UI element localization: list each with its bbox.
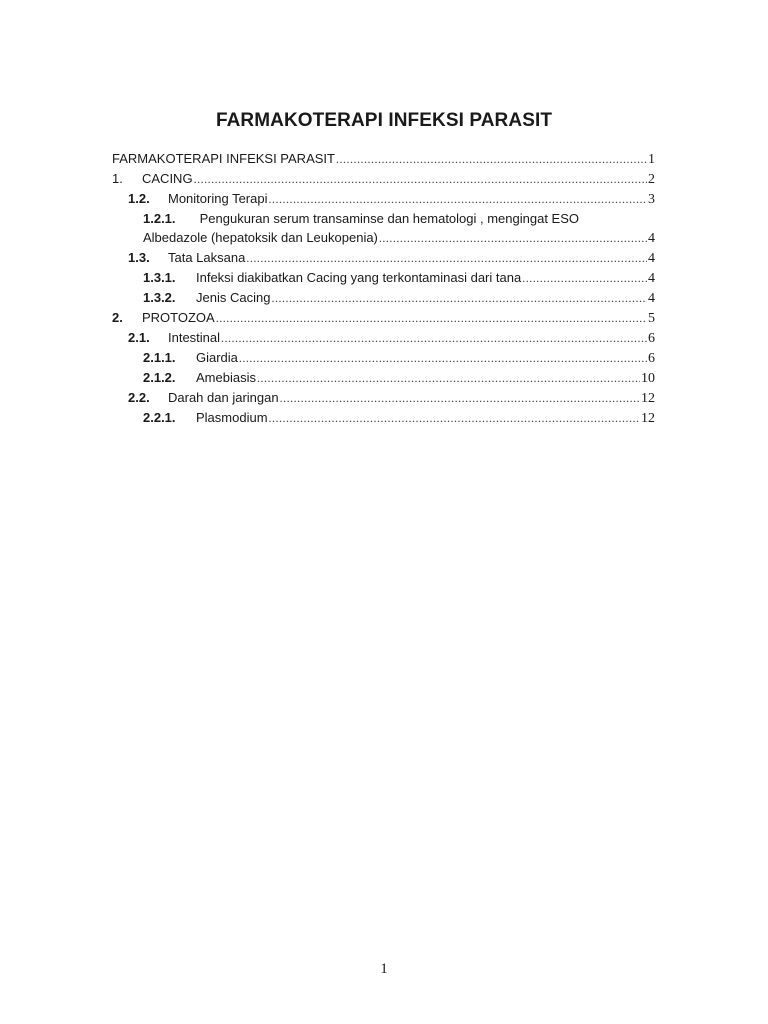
toc-entry-label: Infeksi diakibatkan Cacing yang terkontaminasi dari tana (196, 270, 522, 285)
toc-entry-page: 4 (648, 271, 655, 286)
toc-dot-leader (257, 369, 640, 388)
toc-entry-number: 1.3.1. (143, 270, 176, 285)
toc-entry-label: Tata Laksana (168, 250, 246, 265)
toc-entry-page: 5 (648, 311, 655, 326)
toc-entry-label: Jenis Cacing (196, 290, 271, 305)
toc-entry-label: PROTOZOA (142, 310, 215, 325)
toc-dot-leader (216, 309, 647, 328)
toc-entry-number: 2.1.2. (143, 370, 176, 385)
toc-entry-number: 2.1.1. (143, 350, 176, 365)
toc-dot-leader (246, 249, 647, 268)
toc-dot-leader (239, 349, 647, 368)
toc-dot-leader (336, 150, 647, 169)
toc-dot-leader (194, 170, 647, 189)
toc-entry[interactable] (112, 308, 655, 328)
table-of-contents (112, 149, 655, 428)
toc-entry-label: Intestinal (168, 330, 221, 345)
toc-entry[interactable] (112, 288, 655, 308)
toc-entry-page: 4 (648, 251, 655, 266)
toc-dot-leader (280, 389, 640, 408)
toc-dot-leader (379, 229, 647, 248)
toc-entry-label: Giardia (196, 350, 238, 365)
toc-entry-number: 1.3.2. (143, 290, 176, 305)
toc-entry[interactable] (112, 268, 655, 288)
toc-entry-label: FARMAKOTERAPI INFEKSI PARASIT (112, 151, 335, 166)
toc-entry-page: 2 (648, 172, 655, 187)
toc-dot-leader (269, 409, 640, 428)
toc-entry-number: 1. (112, 171, 123, 186)
toc-entry-number: 1.2.1. (143, 211, 176, 226)
toc-entry-label: Darah dan jaringan (168, 390, 279, 405)
toc-dot-leader (522, 269, 647, 288)
toc-entry-label: Pengukuran serum transaminse dan hematologi , mengingat ESO (199, 211, 580, 226)
toc-entry[interactable] (112, 368, 655, 388)
toc-dot-leader (271, 289, 647, 308)
toc-entry-page: 12 (641, 411, 655, 426)
toc-entry-number: 1.2. (128, 191, 150, 206)
toc-entry-page: 6 (648, 351, 655, 366)
toc-entry-second-line (143, 228, 655, 248)
toc-entry-page: 1 (648, 152, 655, 167)
toc-entry[interactable] (112, 189, 655, 209)
toc-entry-label: Amebiasis (196, 370, 256, 385)
toc-entry[interactable] (112, 328, 655, 348)
toc-entry[interactable] (112, 169, 655, 189)
toc-entry-label: Monitoring Terapi (168, 191, 268, 206)
toc-entry[interactable] (112, 149, 655, 169)
toc-entry-number: 2.2. (128, 390, 150, 405)
toc-dot-leader (221, 329, 647, 348)
toc-entry-number: 2.1. (128, 330, 150, 345)
toc-entry[interactable] (112, 388, 655, 408)
toc-entry-page: 6 (648, 331, 655, 346)
toc-dot-leader (268, 190, 647, 209)
toc-entry[interactable] (112, 209, 655, 248)
toc-entry[interactable] (112, 348, 655, 368)
toc-entry[interactable] (112, 408, 655, 428)
toc-entry-number: 1.3. (128, 250, 150, 265)
page-number: 1 (380, 961, 388, 977)
toc-entry-label-continued: Albedazole (hepatoksik dan Leukopenia) (143, 230, 378, 245)
toc-entry-label: CACING (142, 171, 193, 186)
toc-entry-number: 2.2.1. (143, 410, 176, 425)
toc-entry[interactable] (112, 248, 655, 268)
toc-entry-page: 4 (648, 231, 655, 246)
toc-entry-first-line (143, 209, 655, 228)
toc-entry-page: 10 (641, 371, 655, 386)
toc-entry-page: 12 (641, 391, 655, 406)
toc-entry-page: 3 (648, 192, 655, 207)
toc-entry-page: 4 (648, 291, 655, 306)
document-title: FARMAKOTERAPI INFEKSI PARASIT (215, 110, 553, 131)
toc-entry-number: 2. (112, 310, 123, 325)
toc-entry-label: Plasmodium (196, 410, 268, 425)
